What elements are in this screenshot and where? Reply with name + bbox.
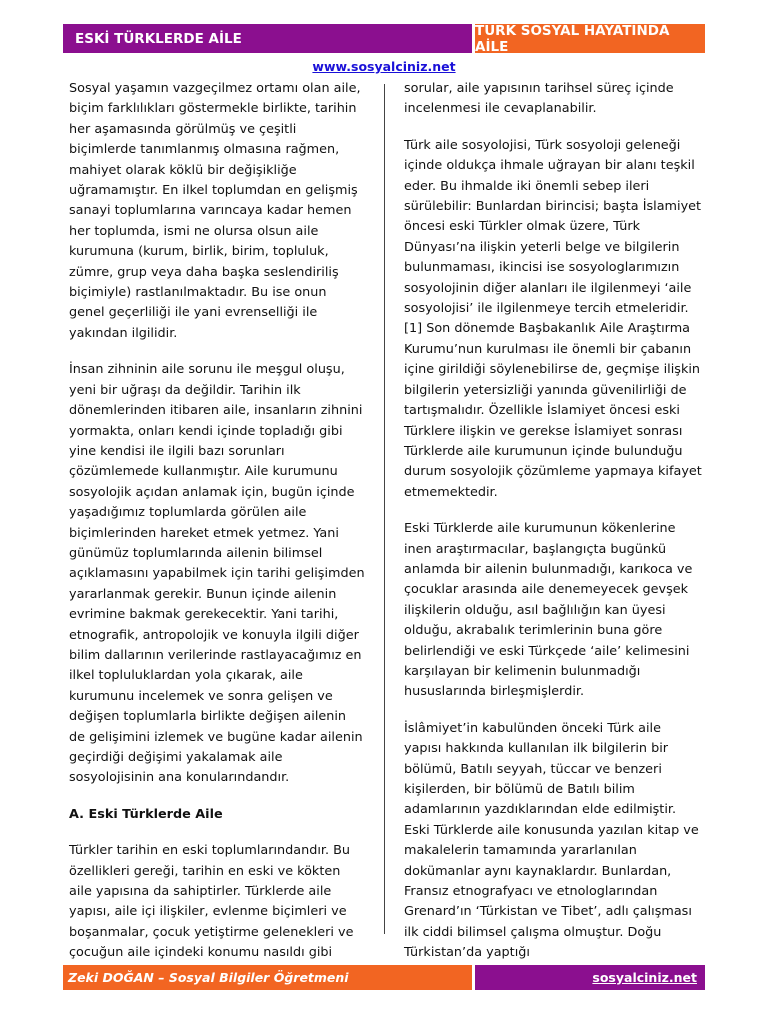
paragraph: Türk aile sosyolojisi, Türk sosyoloji geleneği içinde oldukça ihmale uğrayan bir alanı teşkil eder. Bu ihmalde iki önemli sebep ileri sürülebilir: Bunlardan birincisi; başta İslamiyet öncesi eski Türkler olmak üzere, Türk Dünyası’na ilişkin yeterli belge ve bilgilerin bulunmaması, ikincisi ise sosyologlarımızın sosyolojinin diğer alanları ile ilgilenmeyi ‘aile sosyolojisi’ ile ilgilenmeye tercih etmeleridir.[1] Son dönemde Başbakanlık Aile Araştırma Kurumu’nun kurulması ile önemli bir çabanın içine girildiği söylenebilirse de, geçmişe ilişkin bilgilerin yetersizliği yanında güvenilirliği de tartışmalıdır. Özellikle İslamiyet öncesi eski Türklere ilişkin ve gerekse İslamiyet sonrası Türklerde aile kurumunun içinde bulunduğu durum sosyolojik çözümleme yapmaya kifayet etmemektedir.	[404, 137, 702, 500]
footer-site-link[interactable]: sosyalciniz.net	[592, 970, 697, 985]
right-column	[404, 79, 702, 980]
section-heading: A. Eski Türklerde Aile	[69, 806, 223, 822]
site-link-row	[0, 56, 768, 75]
header-left-title: ESKİ TÜRKLERDE AİLE	[63, 24, 472, 53]
left-column	[69, 79, 365, 980]
paragraph: Türkler tarihin en eski toplumlarındandır. Bu özellikleri gereği, tarihin en eski ve kökten aile yapısına da sahiptirler. Türklerde aile yapısı, aile içi ilişkiler, evlenme biçimleri ve boşanmalar, çocuk yetiştirme gelenekleri ve çocuğun aile içindeki konumu nasıldı gibi	[69, 843, 354, 961]
column-divider	[384, 84, 385, 934]
footer-site-cell	[475, 965, 705, 990]
paragraph: sorular, aile yapısının tarihsel süreç içinde incelenmesi ile cevaplanabilir.	[404, 81, 674, 117]
page-header	[63, 24, 705, 53]
site-link[interactable]: www.sosyalciniz.net	[312, 59, 456, 74]
paragraph: Sosyal yaşamın vazgeçilmez ortamı olan aile, biçim farklılıkları göstermekle birlikte, tarihin her aşamasında görülmüş ve çeşitli biçimlerde tanımlanmış olmasına rağmen, mahiyet olarak köklü bir değişikliğe uğramamıştır. En ilkel toplumdan en gelişmiş sanayi toplumlarına varıncaya kadar hemen her toplumda, ismi ne olursa olsun aile kurumuna (kurum, birlik, birim, topluluk, zümre, grup veya daha başka seslendiriliş biçimiyle) rastlanılmaktadır. Bu ise onun genel geçerliliği ile yani evrenselliği ile yakından ilgilidir.	[69, 81, 361, 341]
paragraph: İnsan zihninin aile sorunu ile meşgul oluşu, yeni bir uğraşı da değildir. Tarihin ilk dönemlerinden itibaren aile, insanların zihnini yormakta, onları kendi içinde topladığı gibi yine kendisi ile ilgili bazı sorunları çözümlemede kullanmıştır. Aile kurumunu sosyolojik açıdan anlamak için, bugün içinde yaşadığımız toplumlarda görülen aile biçimlerinden hareket etmek yetmez. Yani günümüz toplumlarında ailenin bilimsel açıklamasını yapabilmek için tarihi gelişimden yararlanmak gerekir. Bunun içinde ailenin evrimine bakmak gerekecektir. Yani tarihi, etnografik, antropolojik ve konuyla ilgili diğer bilim dallarının verilerinde rastlayacağımız en ilkel topluluklardan yola çıkarak, aile kurumunu incelemek ve sonra gelişen ve değişen toplumlarla birlikte değişen ailenin de gelişimini izlemek ve bugüne kadar ailenin geçirdiği değişimi yakalamak aile sosyolojisinin ana konularındandır.	[69, 362, 365, 786]
header-right-title: TÜRK SOSYAL HAYATINDA AİLE	[475, 24, 705, 53]
paragraph: Eski Türklerde aile kurumunun kökenlerine inen araştırmacılar, başlangıçta bugünkü anlamda bir ailenin bulunmadığı, karıkoca ve çocuklar arasında aile denemeyecek gevşek ilişkilerin olduğu, asıl bağlılığın kan üyesi olduğu, akrabalık terimlerinin buna göre belirlendiği ve eski Türkçede ‘aile’ kelimesini karşılayan bir kelimenin bulunmadığı hususlarında birleşmişlerdir.	[404, 521, 693, 700]
footer-author: Zeki DOĞAN – Sosyal Bilgiler Öğretmeni	[63, 965, 472, 990]
page-footer	[63, 965, 705, 990]
paragraph: İslâmiyet’in kabulünden önceki Türk aile yapısı hakkında kullanılan ilk bilgilerin bir bölümü, Batılı seyyah, tüccar ve benzeri kişilerden, bir bölümü de Batılı bilim adamlarının yazdıklarından elde edilmiştir. Eski Türklerde aile konusunda yazılan kitap ve makalelerin tamamında yararlanılan dokümanlar aynı kaynaklardır. Bunlardan, Fransız etnografyacı ve etnologlarından Grenard’ın ‘Türkistan ve Tibet’, adlı çalışması ilk ciddi bilimsel çalışma olmuştur. Doğu Türkistan’da yaptığı	[404, 720, 699, 961]
